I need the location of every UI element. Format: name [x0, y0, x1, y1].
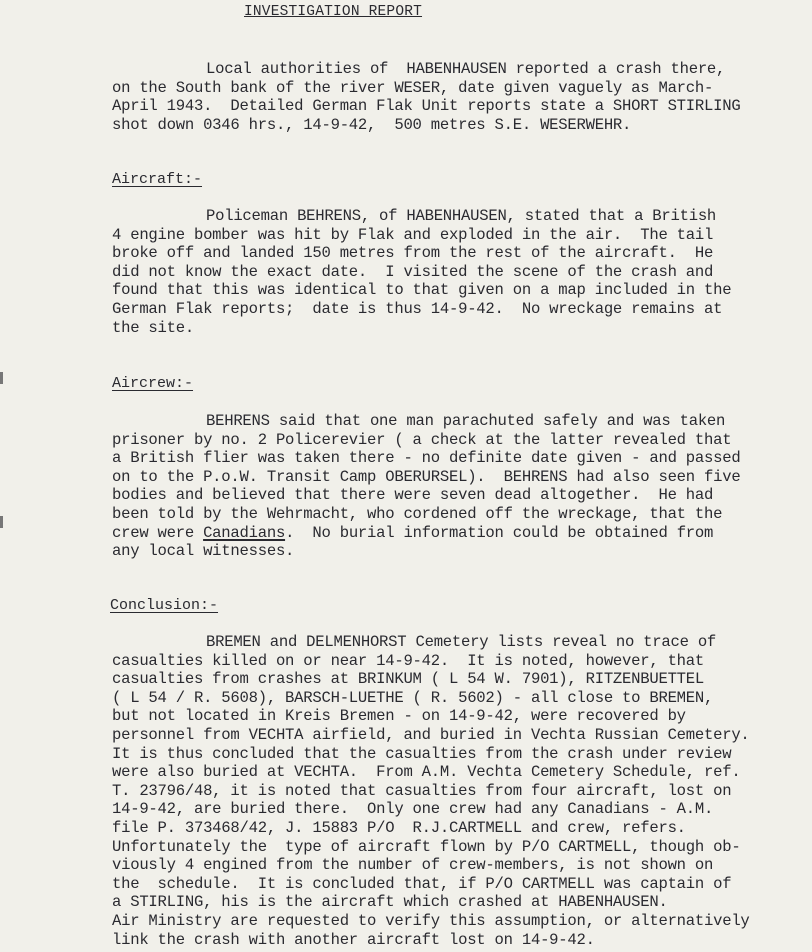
- aircrew-line: prisoner by no. 2 Policerevier ( a check at the latter revealed that: [112, 430, 732, 449]
- aircraft-line: did not know the exact date. I visited the scene of the crash and: [112, 262, 714, 281]
- aircraft-line: the site.: [112, 318, 194, 337]
- intro-line: April 1943. Detailed German Flak Unit reports state a SHORT STIRLING: [112, 97, 741, 116]
- intro-line: on the South bank of the river WESER, date given vaguely as March-: [112, 78, 714, 97]
- aircrew-line: a British flier was taken there - no definite date given - and passed: [112, 449, 741, 468]
- aircraft-line: broke off and landed 150 metres from the rest of the aircraft. He: [112, 244, 714, 263]
- conclusion-line: It is thus concluded that the casualties from the crash under review: [112, 744, 732, 763]
- aircraft-line: German Flak reports; date is thus 14-9-42. No wreckage remains at: [112, 299, 723, 318]
- aircrew-line: any local witnesses.: [112, 542, 295, 561]
- conclusion-line: Air Ministry are requested to verify this assumption, or alternatively: [112, 911, 750, 930]
- aircrew-heading: Aircrew:-: [112, 375, 194, 392]
- conclusion-paragraph: [112, 633, 780, 949]
- conclusion-line: but not located in Kreis Bremen - on 14-9-42, were recovered by: [112, 707, 686, 726]
- conclusion-heading: Conclusion:-: [110, 597, 219, 614]
- intro-line: shot down 0346 hrs., 14-9-42, 500 metres S.E. WESERWEHR.: [112, 115, 632, 134]
- conclusion-line: viously 4 engined from the number of crew-members, is not shown on: [112, 856, 714, 875]
- aircrew-line-7-pre: crew were: [112, 523, 204, 542]
- canadians-underlined: Canadians: [203, 523, 286, 542]
- report-title: INVESTIGATION REPORT: [244, 4, 423, 20]
- aircraft-line: Policeman BEHRENS, of HABENHAUSEN, stated that a British: [206, 207, 717, 225]
- conclusion-line: were also buried at VECHTA. From A.M. Vechta Cemetery Schedule, ref.: [112, 763, 741, 782]
- aircrew-line: bodies and believed that there were seven dead altogether. He had: [112, 486, 714, 505]
- aircrew-line-7: [112, 524, 780, 543]
- margin-mark: [0, 516, 3, 528]
- conclusion-line: casualties killed on or near 14-9-42. It is noted, however, that: [112, 651, 705, 670]
- margin-mark: [0, 372, 3, 384]
- aircraft-paragraph: [112, 207, 780, 337]
- aircrew-line-7-post: . No burial information could be obtained from: [285, 523, 714, 542]
- conclusion-line: casualties from crashes at BRINKUM ( L 54 W. 7901), RITZENBUETTEL: [112, 670, 705, 689]
- conclusion-line: 14-9-42, are buried there. Only one crew had any Canadians - A.M.: [112, 800, 714, 819]
- aircraft-heading: Aircraft:-: [112, 171, 203, 188]
- aircrew-paragraph: [112, 412, 780, 561]
- conclusion-line: the schedule. It is concluded that, if P/O CARTMELL was captain of: [112, 874, 732, 893]
- intro-paragraph: [112, 60, 780, 134]
- conclusion-line: a STIRLING, his is the aircraft which crashed at HABENHAUSEN.: [112, 893, 668, 912]
- conclusion-line: BREMEN and DELMENHORST Cemetery lists reveal no trace of: [206, 633, 717, 651]
- conclusion-line: personnel from VECHTA airfield, and buried in Vechta Russian Cemetery.: [112, 725, 750, 744]
- conclusion-line: Unfortunately the type of aircraft flown by P/O CARTMELL, though ob-: [112, 837, 741, 856]
- aircrew-line: BEHRENS said that one man parachuted safely and was taken: [206, 412, 726, 430]
- conclusion-line: ( L 54 / R. 5608), BARSCH-LUETHE ( R. 5602) - all close to BREMEN,: [112, 688, 714, 707]
- aircrew-line: been told by the Wehrmacht, who cordened off the wreckage, that the: [112, 504, 723, 523]
- conclusion-line: link the crash with another aircraft lost on 14-9-42.: [112, 930, 595, 949]
- intro-line: Local authorities of HABENHAUSEN reported a crash there,: [206, 60, 726, 78]
- conclusion-line: file P. 373468/42, J. 15883 P/O R.J.CARTMELL and crew, refers.: [112, 818, 686, 837]
- conclusion-line: T. 23796/48, it is noted that casualties from four aircraft, lost on: [112, 781, 732, 800]
- aircraft-line: found that this was identical to that given on a map included in the: [112, 281, 732, 300]
- aircrew-line: on to the P.o.W. Transit Camp OBERURSEL). BEHRENS had also seen five: [112, 467, 741, 486]
- aircraft-line: 4 engine bomber was hit by Flak and exploded in the air. The tail: [112, 225, 714, 244]
